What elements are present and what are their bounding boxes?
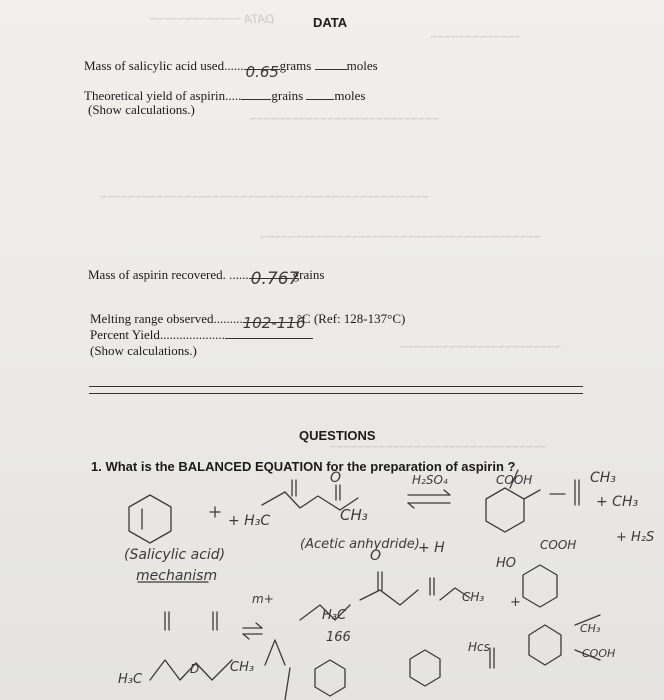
mechanism-label: mechanism [136,568,218,584]
questions-heading: QUESTIONS [299,428,376,443]
question-1: 1. What is the BALANCED EQUATION for the preparation of aspirin ? [91,459,516,474]
acetic-anhydride-label: (Acetic anhydride) [300,537,420,552]
bleed-through-text: DATA ~~~~~~~~~~~~~ [150,12,275,26]
ch3-bottom-label: CH₃ [230,660,255,675]
d-label: D [190,662,200,676]
benzene-ring-icon [486,488,524,532]
o-plus-h-label: + H [418,540,445,556]
number-166: 166 [326,630,351,645]
mass-aspirin-value: 0.767 [250,269,300,289]
bleed-through-text: ~~~~~~~~~~~~~~~~~~~~~~~ [400,340,562,354]
percent-yield-note: (Show calculations.) [90,343,197,358]
theoretical-moles-unit: moles [334,88,366,103]
hcs-label: Hcs [468,640,490,654]
benzene-ring-icon [129,495,171,543]
bleed-through-text: ~~~~~~~~~~~~~~~~~~~~~~~~~~~~~~~ [330,440,548,454]
melting-range-unit: °C (Ref: 128-137°C) [296,311,406,326]
bleed-through-text: ~~~~~~~~~~~~~~~~~~~~~~~~~~~~~~~~~~~~~~~~~~~~~~~ [100,190,430,204]
h3c-bottom-label: H₃C [118,672,143,687]
cooh-label: COOH [496,473,533,487]
page-title: DATA [313,15,348,30]
plus-ch3-label: + CH₃ [596,494,639,510]
plus-h3c: + H₃C [228,513,271,529]
percent-yield-label: Percent Yield.................... [90,327,225,342]
plus-sign-glyph: + [510,595,521,610]
moles-unit: moles [346,58,378,73]
mass-aspirin-label: Mass of aspirin recovered. ...... [88,267,249,282]
mass-salicylic-label: Mass of salicylic acid used...... [84,58,244,73]
mass-aspirin-unit: grains [292,267,325,282]
melting-range-label: Melting range observed......... [90,311,243,326]
bleed-through-text: ~~~~~~~~~~~~~ [430,30,522,44]
ch3-bottom-mid: CH₃ [462,590,485,604]
theoretical-yield-label: Theoretical yield of aspirin..... [84,88,242,103]
o-symbol: O [370,548,382,564]
m-plus-label: m+ [252,592,274,606]
hc3-label: H₃C [322,608,347,623]
byproduct-label: + H₂S [616,530,655,545]
mass-salicylic-value: 0.65 [245,63,279,81]
bleed-through-text: ~~~~~~~~~~~~~~~~~~~~~~~~~~~ [250,112,440,126]
ch3-label: CH₃ [590,470,616,486]
salicylic-acid-label: (Salicylic acid) [124,547,226,563]
bleed-through-text: ~~~~~~~~~~~~~~~~~~~~~~~~~~~~~~~~~~~~~~~~ [260,230,541,244]
cooh-right-label: COOH [582,647,616,660]
show-calculations-note: (Show calculations.) [88,102,195,117]
ch3-right-label: CH₃ [580,622,601,635]
melting-range-value: 102-116 [242,314,306,332]
product-cooh-label: COOH [540,538,577,552]
grams-unit: grams [279,58,312,73]
anhydride-ch3: CH₃ [340,506,368,524]
ho-label: HO [496,556,517,571]
carbonyl-o-glyph: O [330,470,342,486]
catalyst-label: H₂SO₄ [412,473,448,487]
theoretical-grams-unit: grains [271,88,304,103]
